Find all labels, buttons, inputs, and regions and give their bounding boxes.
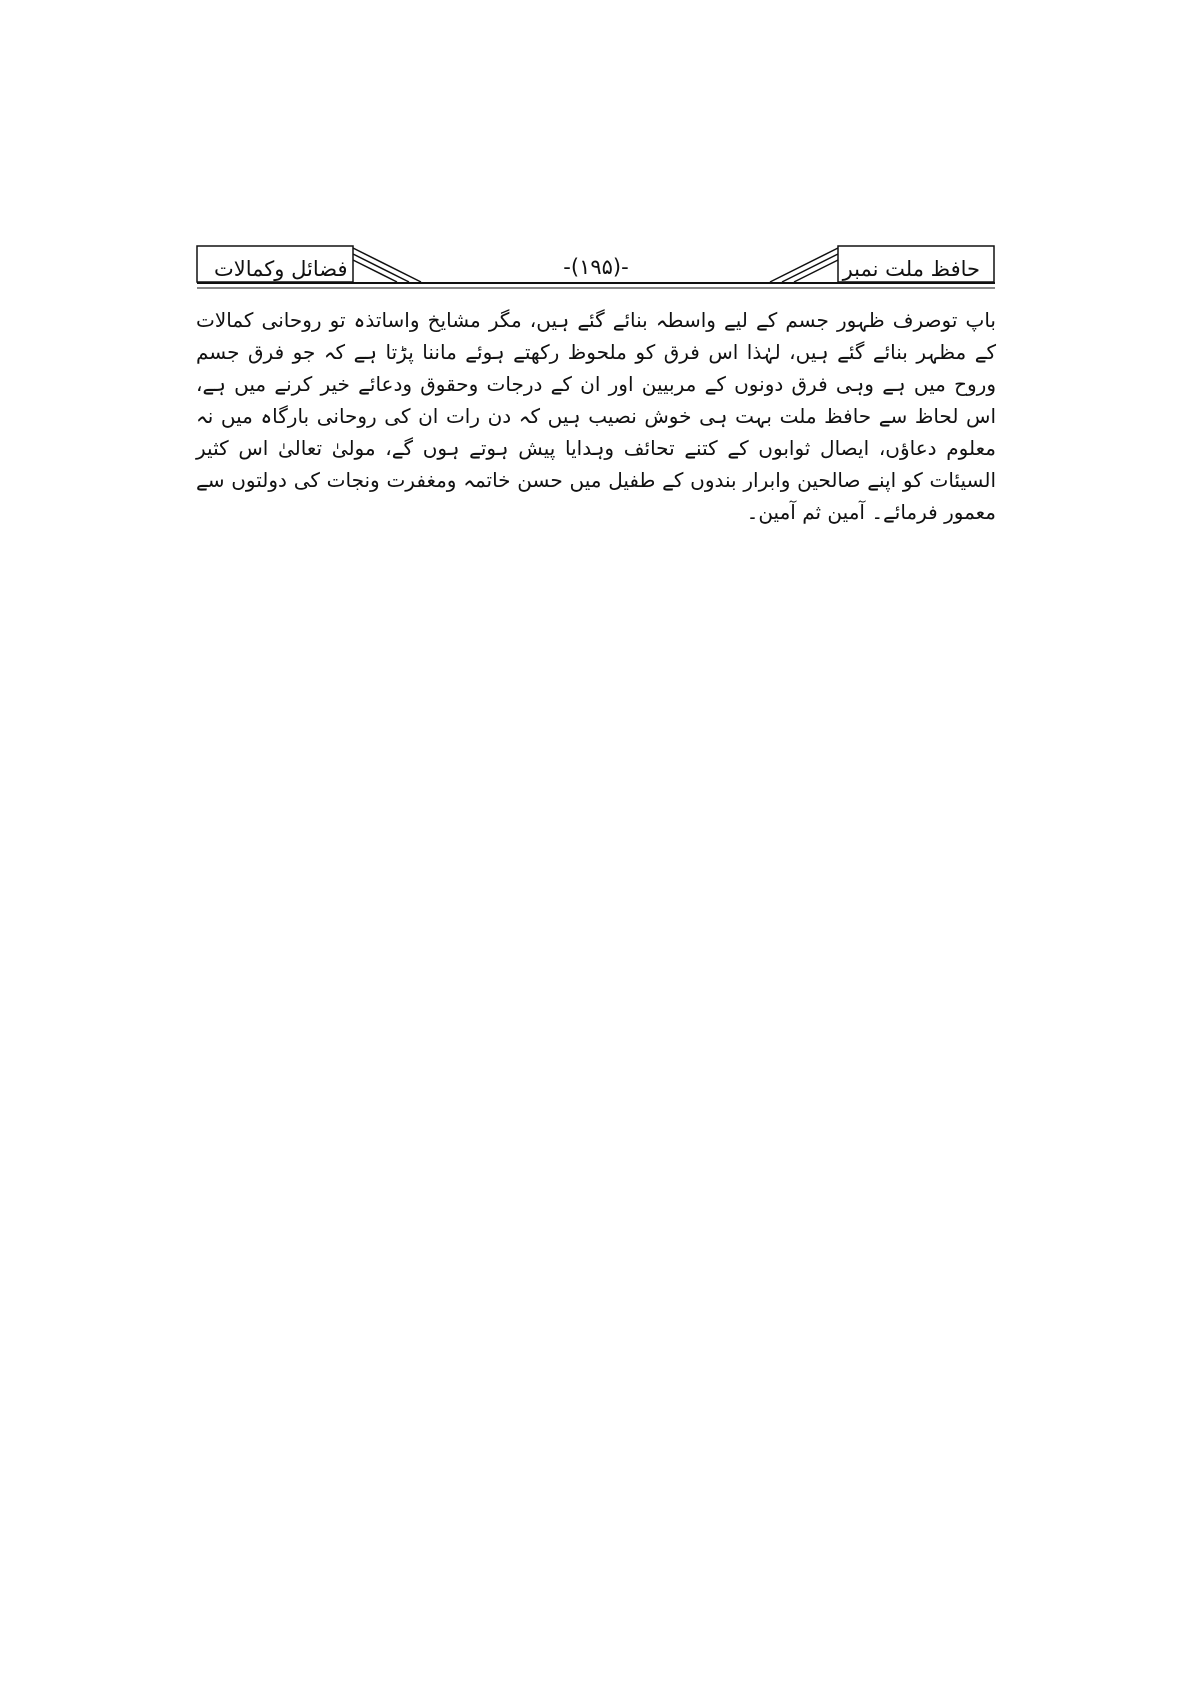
chapter-title: فضائل وکمالات: [214, 257, 348, 281]
book-title: حافظ ملت نمبر: [842, 257, 980, 281]
page-header: [196, 244, 996, 294]
body-text: [196, 304, 996, 528]
page-number: -(۱۹۵)-: [563, 255, 629, 279]
paragraph: باپ توصرف ظہور جسم کے لیے واسطہ بنائے گئے ہیں، مگر مشایخ واساتذہ تو روحانی کمالات کے مظہر بنائے گئے ہیں، لہٰذا اس فرق کو ملحوظ رکھتے ہوئے ماننا پڑتا ہے کہ جو فرق جسم وروح میں ہے وہی فرق دونوں کے مربیین اور ان کے درجات وحقوق ودعائے خیر کرنے میں ہے، اس لحاظ سے حافظ ملت بہت ہی خوش نصیب ہیں کہ دن رات ان کی روحانی بارگاہ میں نہ معلوم دعاؤں، ایصال ثوابوں کے کتنے تحائف وہدایا پیش ہوتے ہوں گے، مولیٰ تعالیٰ اس کثیر السیئات کو اپنے صالحین وابرار بندوں کے طفیل میں حسن خاتمہ ومغفرت ونجات کی دولتوں سے معمور فرمائے۔ آمین ثم آمین۔: [196, 308, 996, 524]
